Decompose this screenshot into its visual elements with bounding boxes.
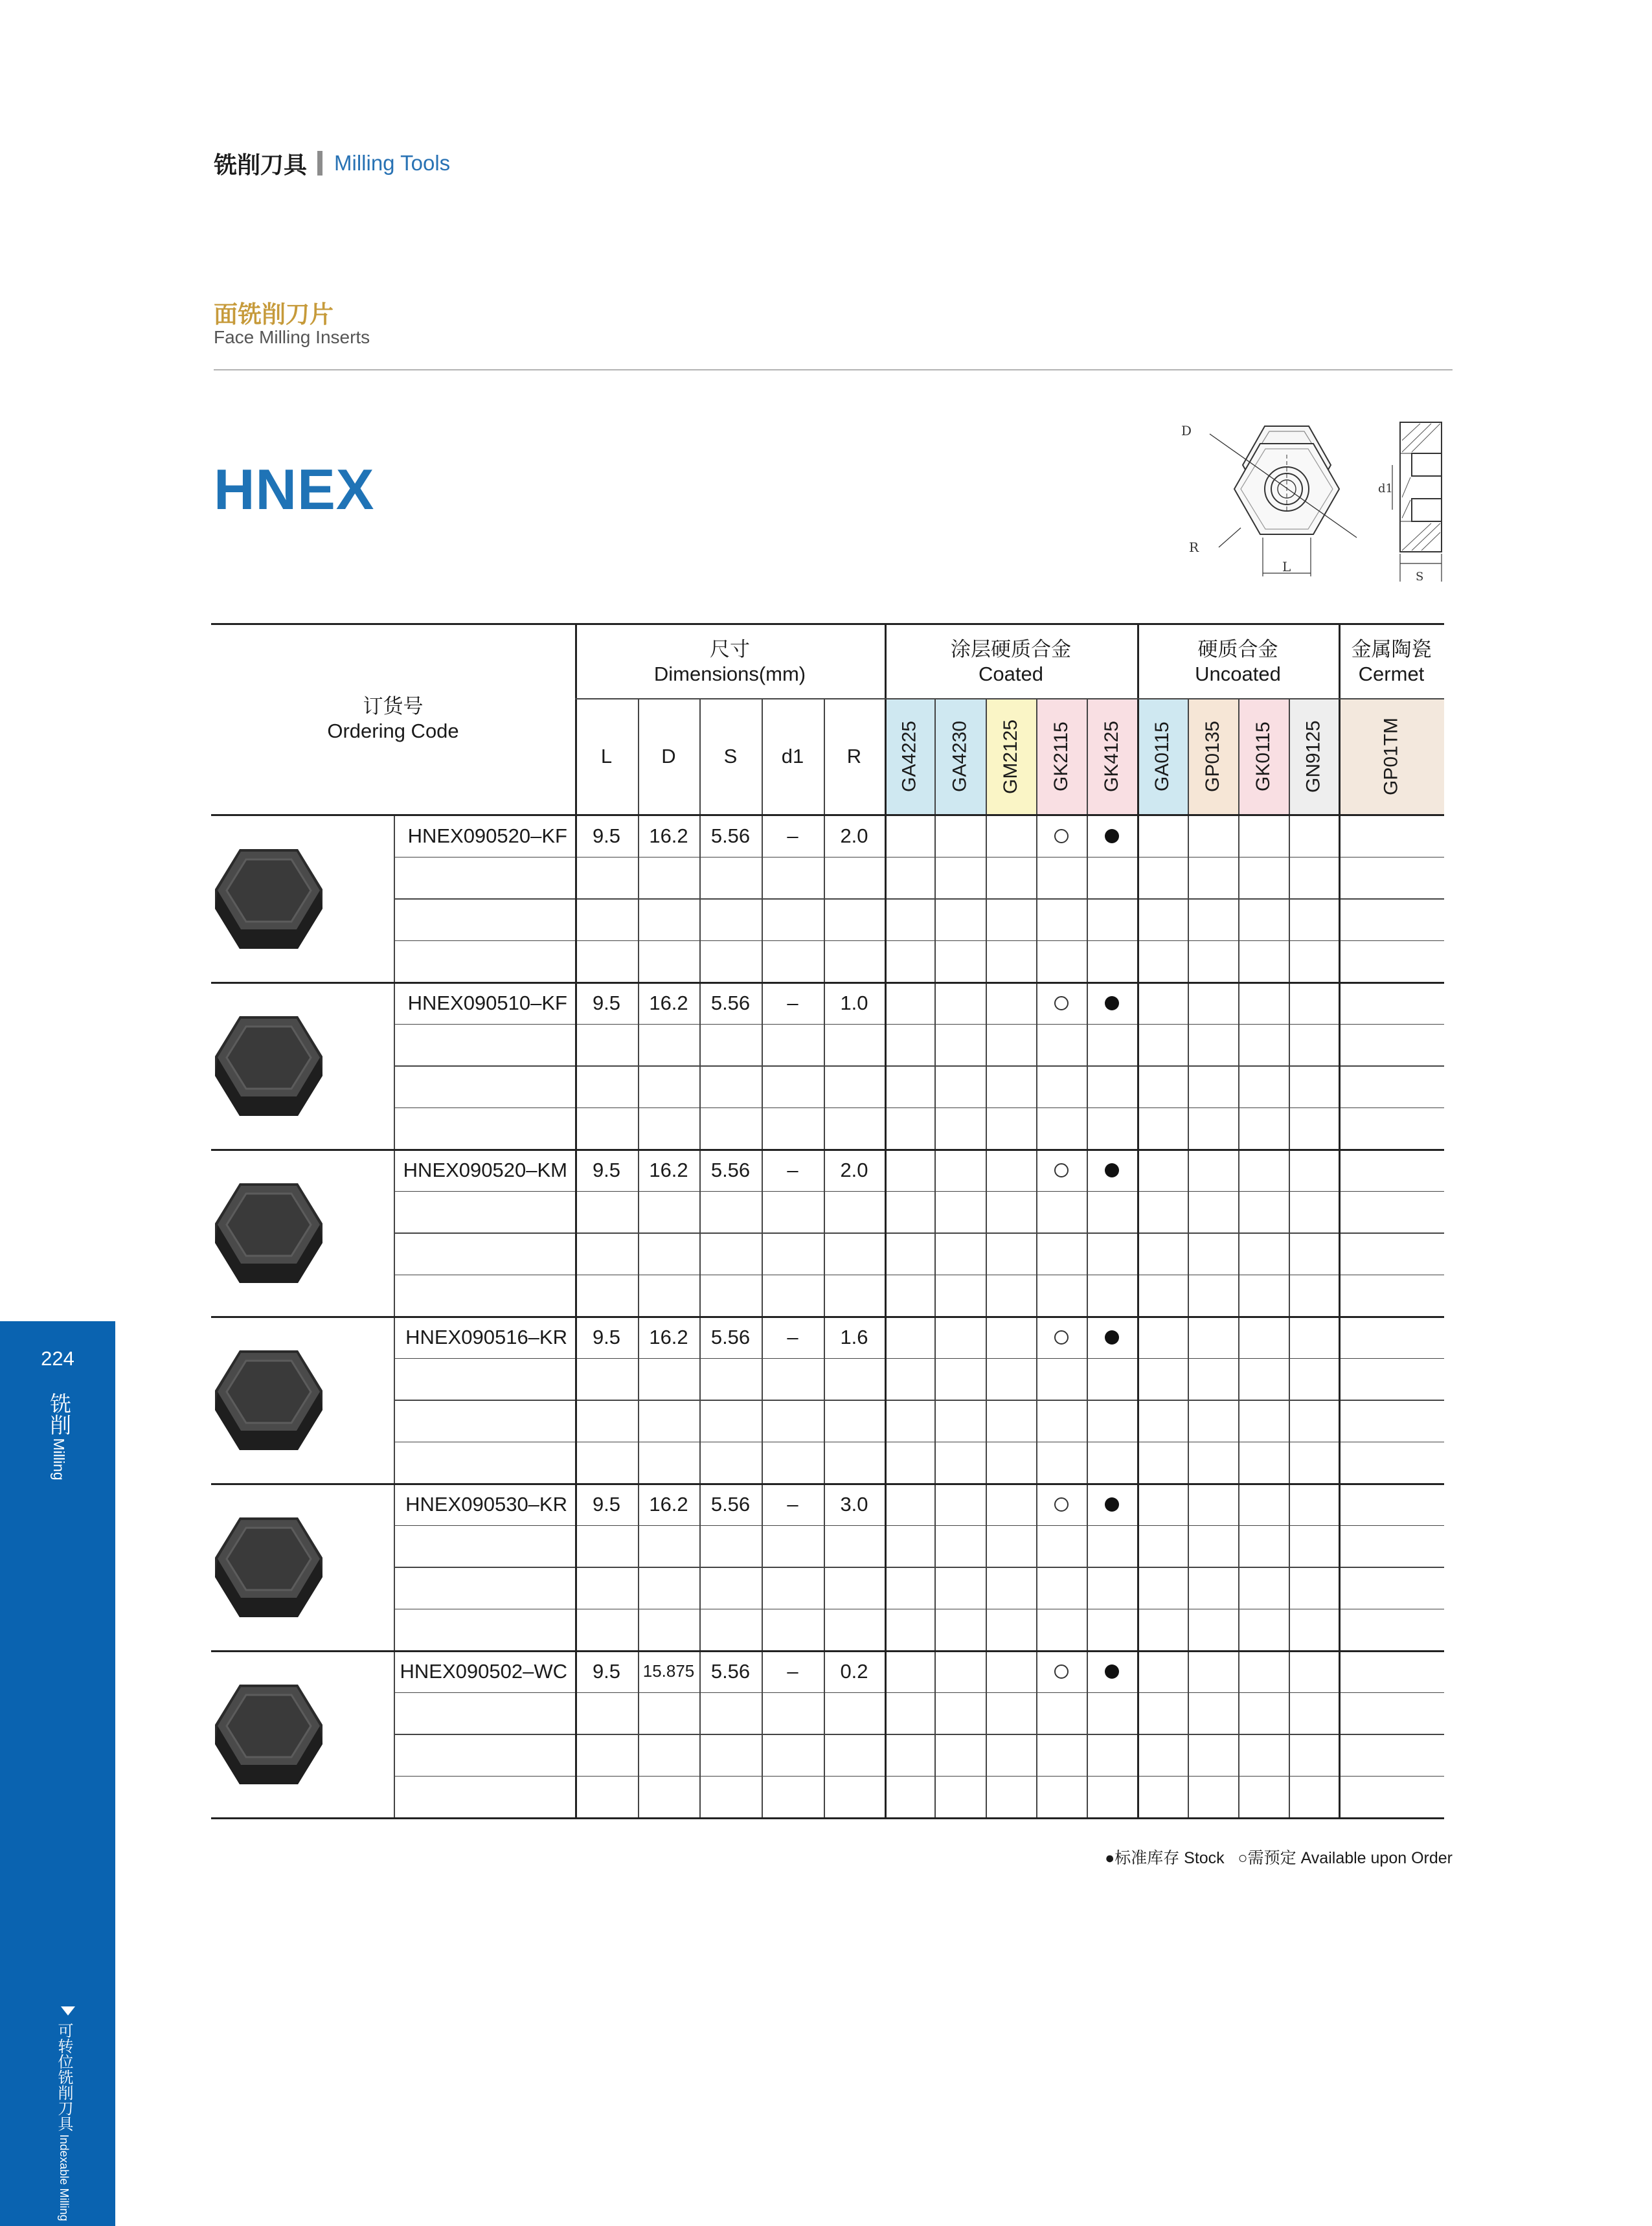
- grade-gk0115: GK0115: [1252, 721, 1274, 791]
- table-rule: [699, 698, 701, 1817]
- ordering-code-cell: HNEX090516–KR: [405, 1326, 567, 1348]
- table-rule: [885, 623, 887, 1817]
- diagram-label-d: D: [1181, 423, 1192, 438]
- table-rule: [394, 1609, 1444, 1610]
- ordering-code-cell: HNEX090520–KM: [403, 1159, 567, 1181]
- dim-cell-r: 3.0: [840, 1493, 868, 1516]
- dim-cell-s: 5.56: [710, 1493, 751, 1516]
- dim-column-l: L: [600, 745, 613, 767]
- product-series-title: HNEX: [214, 457, 375, 521]
- insert-image: [207, 1345, 330, 1455]
- table-rule: [394, 1776, 1444, 1777]
- dim-cell-r: 1.0: [840, 992, 868, 1014]
- grade-group-en: Cermet: [1358, 663, 1425, 685]
- grade-group-cn: 硬质合金: [1197, 638, 1278, 661]
- table-rule: [211, 814, 1444, 816]
- table-rule: [762, 698, 763, 1817]
- table-rule: [211, 1650, 1444, 1652]
- table-rule: [394, 1400, 1444, 1401]
- stock-dot-icon: [1105, 1497, 1119, 1512]
- table-rule: [211, 1149, 1444, 1151]
- section-title-cn: 面铣削刀片: [214, 301, 334, 328]
- table-rule: [394, 1024, 1444, 1025]
- insert-image: [207, 1679, 330, 1789]
- table-rule: [638, 698, 639, 1817]
- dim-cell-s: 5.56: [710, 1326, 751, 1348]
- grade-gp01tm: GP01TM: [1380, 717, 1402, 796]
- table-rule: [211, 1483, 1444, 1485]
- table-rule: [394, 1107, 1444, 1109]
- ordering-code-cell: HNEX090520–KF: [407, 824, 567, 847]
- grade-gn9125: GN9125: [1302, 720, 1324, 793]
- dim-cell-l: 9.5: [592, 1660, 621, 1683]
- dim-cell-r: 1.6: [840, 1326, 868, 1348]
- table-rule: [575, 698, 1444, 699]
- diagram-label-r: R: [1189, 539, 1199, 555]
- dim-column-d1: d1: [781, 745, 804, 767]
- table-rule: [394, 1191, 1444, 1192]
- table-rule: [1339, 623, 1341, 1817]
- dim-cell-r: 0.2: [840, 1660, 868, 1683]
- header-category-cn: 铣削刀具: [214, 152, 308, 179]
- dim-cell-s: 5.56: [710, 992, 751, 1014]
- section-title-en: Face Milling Inserts: [214, 327, 370, 347]
- grade-group-header: [1137, 637, 1339, 687]
- dim-cell-d: 16.2: [649, 1326, 688, 1348]
- side-chapter: [53, 2023, 76, 2221]
- dim-cell-s: 5.56: [710, 824, 751, 847]
- legend-stock: ●标准库存 Stock: [1105, 1849, 1225, 1867]
- ordering-code-cn: 订货号: [363, 695, 424, 718]
- table-rule: [1036, 698, 1037, 1817]
- ordering-code-cell: HNEX090530–KR: [405, 1493, 567, 1516]
- table-rule: [1238, 698, 1239, 1817]
- insert-image: [207, 1512, 330, 1622]
- dimensions-en: Dimensions(mm): [653, 663, 806, 685]
- dim-cell-l: 9.5: [592, 1326, 621, 1348]
- table-rule: [394, 1442, 1444, 1443]
- insert-image: [207, 844, 330, 954]
- availability-legend: [1105, 1845, 1453, 1868]
- dimensions-header: [575, 637, 885, 687]
- grade-group-cn: 涂层硬质合金: [951, 638, 1071, 661]
- order-circle-icon: [1054, 1497, 1069, 1512]
- dim-column-d: D: [661, 745, 676, 767]
- dim-cell-l: 9.5: [592, 1493, 621, 1516]
- stock-dot-icon: [1105, 1664, 1119, 1679]
- order-circle-icon: [1054, 1330, 1069, 1345]
- side-section-cn: 铣削: [47, 1392, 72, 1435]
- diagram-label-s: S: [1416, 570, 1424, 583]
- grade-group-header: [885, 637, 1137, 687]
- table-rule: [211, 1316, 1444, 1318]
- order-circle-icon: [1054, 829, 1069, 843]
- table-rule: [394, 1734, 1444, 1735]
- dim-cell-d1: –: [787, 824, 798, 847]
- dim-cell-l: 9.5: [592, 1159, 621, 1181]
- ordering-code-cell: HNEX090502–WC: [400, 1660, 567, 1683]
- order-circle-icon: [1054, 1664, 1069, 1679]
- grade-gk4125: GK4125: [1101, 720, 1122, 793]
- ordering-code-header: [211, 694, 575, 744]
- table-rule: [824, 698, 825, 1817]
- stock-dot-icon: [1105, 829, 1119, 843]
- grade-ga0115: GA0115: [1151, 721, 1173, 791]
- diagram-label-d1: d1: [1378, 482, 1393, 495]
- table-rule: [394, 898, 1444, 900]
- dim-cell-d1: –: [787, 992, 798, 1014]
- dim-cell-d: 16.2: [649, 992, 688, 1014]
- dim-cell-d: 16.2: [649, 824, 688, 847]
- stock-dot-icon: [1105, 1330, 1119, 1345]
- dim-cell-l: 9.5: [592, 992, 621, 1014]
- table-rule: [986, 698, 987, 1817]
- table-rule: [394, 1525, 1444, 1527]
- table-rule: [1137, 623, 1139, 1817]
- ordering-code-en: Ordering Code: [327, 720, 459, 742]
- insert-image: [207, 1011, 330, 1121]
- stock-dot-icon: [1105, 1163, 1119, 1177]
- side-section: [44, 1392, 74, 1481]
- table-rule: [394, 1065, 1444, 1067]
- table-rule: [394, 1232, 1444, 1234]
- table-rule: [211, 623, 1444, 625]
- insert-image: [207, 1178, 330, 1288]
- ordering-code-cell: HNEX090510–KF: [407, 992, 567, 1014]
- dim-cell-d1: –: [787, 1660, 798, 1683]
- order-circle-icon: [1054, 1163, 1069, 1177]
- dim-cell-d1: –: [787, 1493, 798, 1516]
- table-rule: [211, 1817, 1444, 1819]
- table-rule: [394, 940, 1444, 942]
- side-section-en: Milling: [51, 1438, 67, 1481]
- table-rule: [394, 1692, 1444, 1694]
- grade-gm2125: GM2125: [1000, 719, 1021, 794]
- dim-cell-d: 16.2: [649, 1159, 688, 1181]
- table-rule: [394, 1275, 1444, 1276]
- dim-cell-d: 15.875: [642, 1661, 695, 1681]
- table-rule: [1087, 698, 1088, 1817]
- header-category-en: Milling Tools: [334, 151, 451, 175]
- dim-column-s: S: [723, 745, 738, 767]
- diagram-label-l: L: [1282, 559, 1291, 574]
- dim-cell-s: 5.56: [710, 1159, 751, 1181]
- grade-group-header: [1339, 637, 1444, 687]
- page-number: 224: [41, 1347, 74, 1370]
- dim-cell-d1: –: [787, 1326, 798, 1348]
- table-rule: [211, 982, 1444, 984]
- table-rule: [394, 1358, 1444, 1359]
- side-chapter-en: Indexable Milling: [58, 2134, 71, 2221]
- dim-cell-r: 2.0: [840, 1159, 868, 1181]
- table-rule: [575, 623, 577, 1817]
- grade-group-cn: 金属陶瓷: [1351, 638, 1432, 661]
- dim-cell-d: 16.2: [649, 1493, 688, 1516]
- table-rule: [1289, 698, 1290, 1817]
- grade-ga4225: GA4225: [898, 720, 920, 793]
- grade-group-en: Uncoated: [1195, 663, 1281, 685]
- table-rule: [394, 857, 1444, 858]
- dim-cell-l: 9.5: [592, 824, 621, 847]
- grade-gp0135: GP0135: [1202, 720, 1223, 793]
- dimensions-cn: 尺寸: [710, 638, 750, 661]
- dim-cell-d1: –: [787, 1159, 798, 1181]
- dim-cell-r: 2.0: [840, 824, 868, 847]
- stock-dot-icon: [1105, 996, 1119, 1010]
- table-rule: [1188, 698, 1189, 1817]
- side-band: [0, 1321, 115, 2226]
- table-rule: [934, 698, 936, 1817]
- order-circle-icon: [1054, 996, 1069, 1010]
- dim-cell-s: 5.56: [710, 1660, 751, 1683]
- dim-column-r: R: [846, 745, 862, 767]
- chapter-arrow-icon: [61, 2006, 75, 2016]
- table-rule: [394, 1567, 1444, 1568]
- legend-order: ○需预定 Available upon Order: [1238, 1849, 1453, 1867]
- grade-gk2115: GK2115: [1050, 721, 1072, 791]
- side-chapter-cn: 可转位铣削刀具: [55, 2023, 73, 2131]
- grade-ga4230: GA4230: [949, 720, 971, 793]
- grade-group-en: Coated: [979, 663, 1043, 685]
